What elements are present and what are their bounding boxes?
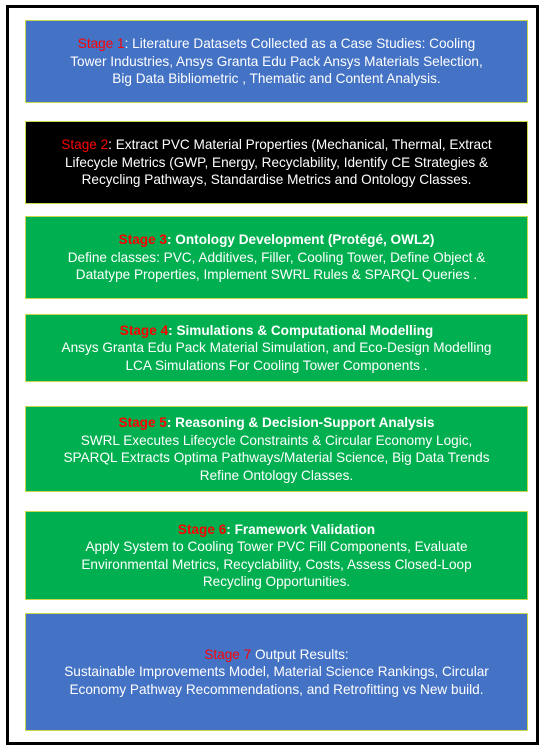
stage-2-heading [61,136,491,154]
stage-6-heading-text: : Framework Validation [226,521,376,537]
stage-1-label: Stage 1 [77,36,125,52]
stage-5-label: Stage 5 [118,415,167,430]
stage-1-heading [78,35,475,53]
stage-4-line-2: LCA Simulations For Cooling Tower Components . [125,357,428,373]
stage-3-line-1: Define classes: PVC, Additives, Filler, Cooling Tower, Define Object & [67,249,486,265]
stage-1-box [25,20,528,103]
stage-6-line-1: Apply System to Cooling Tower PVC Fill Components, Evaluate [85,539,468,554]
stage-6-label: Stage 6 [177,521,227,537]
stage-2-heading-text: : Extract PVC Material Properties (Mechanical, Thermal, Extract [108,137,492,153]
stage-1-line-1: Tower Industries, Ansys Granta Edu Pack Ansys Materials Selection, [70,53,483,69]
stage-4-box [25,314,528,382]
stage-7-heading-text: Output Results: [251,646,349,662]
stage-6-heading [178,521,375,539]
stage-6-line-2: Environmental Metrics, Recyclability, Costs, Assess Closed-Loop [81,556,472,572]
stage-3-label: Stage 3 [118,232,167,248]
stage-5-box [25,406,528,492]
stage-5-heading-text: : Reasoning & Decision-Support Analysis [166,415,435,430]
stage-2-line-2: Recycling Pathways, Standardise Metrics and Ontology Classes. [81,172,472,188]
stage-7-label: Stage 7 [204,646,252,662]
stage-2-line-1: Lifecycle Metrics (GWP, Energy, Recyclability, Identify CE Strategies & [64,154,489,170]
stage-1-heading-text: : Literature Datasets Collected as a Case Studies: Cooling [124,36,476,52]
stage-5-line-2: SPARQL Extracts Optima Pathways/Material Science, Big Data Trends [63,450,490,465]
stage-4-heading [120,322,433,340]
stage-2-box [25,121,528,204]
stage-5-heading [119,414,435,432]
stage-3-heading-text: : Ontology Development (Protégé, OWL2) [167,232,435,248]
stage-7-line-1: Sustainable Improvements Model, Material Science Rankings, Circular [64,664,489,680]
stage-5-line-3: Refine Ontology Classes. [199,467,354,483]
stage-7-line-2: Economy Pathway Recommendations, and Retrofitting vs New build. [69,681,484,697]
stage-6-line-3: Recycling Opportunities. [202,574,351,589]
stage-7-box [25,613,528,731]
stage-3-line-2: Datatype Properties, Implement SWRL Rules & SPARQL Queries . [75,267,478,283]
stage-4-line-1: Ansys Granta Edu Pack Material Simulation, and Eco-Design Modelling [61,340,492,356]
stage-2-label: Stage 2 [61,137,109,153]
stage-6-box [25,511,528,600]
stage-5-line-1: SWRL Executes Lifecycle Constraints & Circular Economy Logic, [80,432,473,448]
stage-3-box [25,216,528,299]
stage-4-heading-text: : Simulations & Computational Modelling [168,322,434,338]
stage-3-heading [119,231,435,249]
stage-1-line-2: Big Data Bibliometric , Thematic and Content Analysis. [112,71,441,87]
stage-4-label: Stage 4 [119,322,169,338]
stage-7-heading [204,646,348,664]
